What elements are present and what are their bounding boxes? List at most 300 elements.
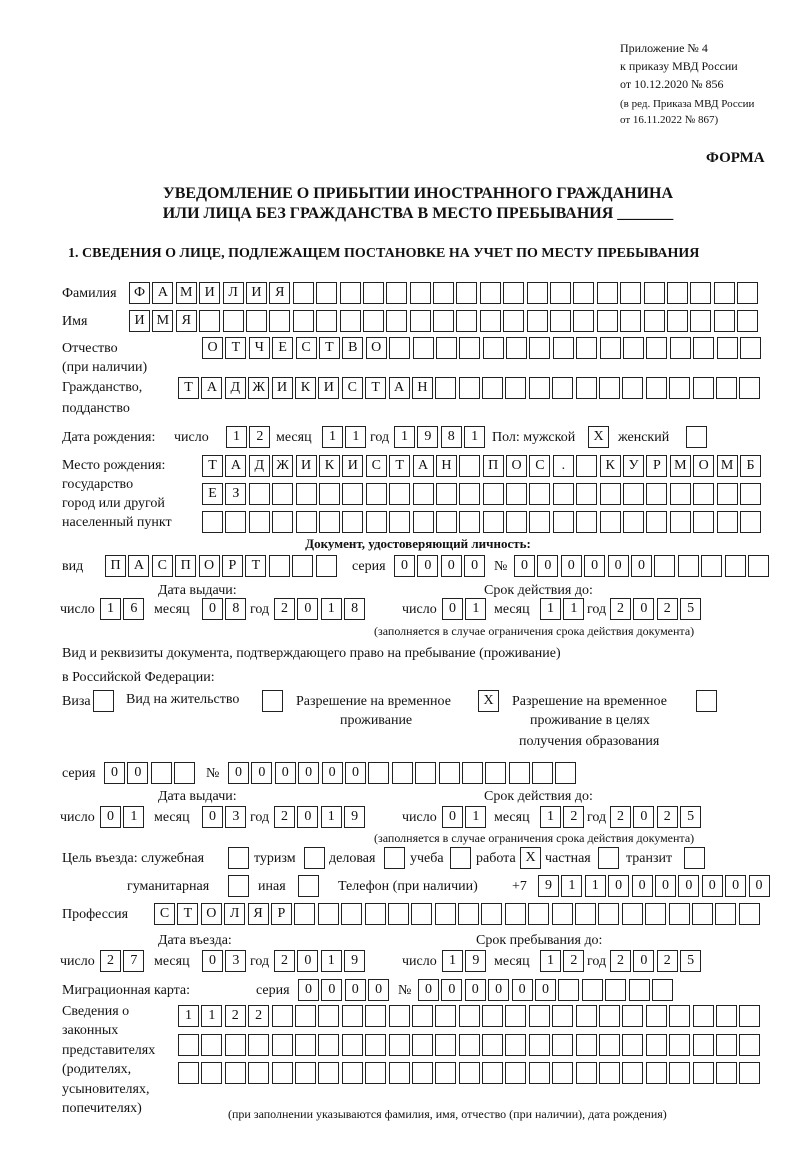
char-cell[interactable]: Я bbox=[248, 903, 269, 925]
char-cell[interactable] bbox=[716, 1034, 737, 1056]
char-cell[interactable]: У bbox=[623, 455, 644, 477]
char-cell[interactable] bbox=[550, 310, 571, 332]
char-cell[interactable]: 9 bbox=[538, 875, 559, 897]
char-cell[interactable] bbox=[296, 483, 317, 505]
entry-year-field[interactable] bbox=[274, 950, 368, 972]
char-cell[interactable] bbox=[598, 903, 619, 925]
char-cell[interactable]: 0 bbox=[725, 875, 746, 897]
char-cell[interactable] bbox=[485, 762, 506, 784]
char-cell[interactable] bbox=[597, 310, 618, 332]
char-cell[interactable]: 0 bbox=[275, 762, 296, 784]
char-cell[interactable] bbox=[249, 483, 270, 505]
char-cell[interactable]: О bbox=[201, 903, 222, 925]
char-cell[interactable]: Н bbox=[412, 377, 433, 399]
checkbox-cell[interactable] bbox=[598, 847, 619, 869]
char-cell[interactable] bbox=[629, 979, 650, 1001]
char-cell[interactable] bbox=[340, 282, 361, 304]
char-cell[interactable]: Т bbox=[389, 455, 410, 477]
char-cell[interactable]: 1 bbox=[540, 950, 561, 972]
char-cell[interactable] bbox=[605, 979, 626, 1001]
char-cell[interactable] bbox=[269, 310, 290, 332]
char-cell[interactable] bbox=[318, 903, 339, 925]
checkbox-cell[interactable]: X bbox=[588, 426, 609, 448]
char-cell[interactable] bbox=[529, 1034, 550, 1056]
citizenship-field[interactable] bbox=[178, 377, 763, 399]
char-cell[interactable] bbox=[715, 903, 736, 925]
char-cell[interactable]: 8 bbox=[344, 598, 365, 620]
char-cell[interactable] bbox=[667, 310, 688, 332]
char-cell[interactable] bbox=[693, 377, 714, 399]
temp-residence-checkbox[interactable] bbox=[478, 690, 501, 712]
char-cell[interactable] bbox=[248, 1034, 269, 1056]
char-cell[interactable] bbox=[368, 762, 389, 784]
char-cell[interactable]: 2 bbox=[657, 806, 678, 828]
char-cell[interactable] bbox=[505, 903, 526, 925]
char-cell[interactable]: С bbox=[366, 455, 387, 477]
char-cell[interactable]: 1 bbox=[322, 426, 343, 448]
migration-series-field[interactable] bbox=[298, 979, 392, 1001]
char-cell[interactable] bbox=[413, 337, 434, 359]
char-cell[interactable]: 5 bbox=[680, 598, 701, 620]
char-cell[interactable]: Р bbox=[222, 555, 243, 577]
char-cell[interactable] bbox=[716, 1062, 737, 1084]
char-cell[interactable]: 2 bbox=[225, 1005, 246, 1027]
char-cell[interactable] bbox=[435, 1034, 456, 1056]
char-cell[interactable]: 0 bbox=[561, 555, 582, 577]
char-cell[interactable]: 1 bbox=[563, 598, 584, 620]
char-cell[interactable] bbox=[272, 1034, 293, 1056]
char-cell[interactable]: 0 bbox=[104, 762, 125, 784]
char-cell[interactable] bbox=[714, 310, 735, 332]
char-cell[interactable] bbox=[462, 762, 483, 784]
char-cell[interactable]: 1 bbox=[585, 875, 606, 897]
char-cell[interactable] bbox=[645, 903, 666, 925]
char-cell[interactable] bbox=[654, 555, 675, 577]
char-cell[interactable]: 0 bbox=[321, 979, 342, 1001]
char-cell[interactable] bbox=[342, 1034, 363, 1056]
char-cell[interactable] bbox=[740, 483, 761, 505]
char-cell[interactable]: А bbox=[201, 377, 222, 399]
char-cell[interactable] bbox=[576, 1062, 597, 1084]
char-cell[interactable]: 0 bbox=[322, 762, 343, 784]
char-cell[interactable] bbox=[558, 979, 579, 1001]
purpose-transit-checkbox[interactable] bbox=[684, 847, 707, 869]
char-cell[interactable] bbox=[737, 282, 758, 304]
char-cell[interactable]: Т bbox=[245, 555, 266, 577]
char-cell[interactable]: 0 bbox=[512, 979, 533, 1001]
purpose-tourism-checkbox[interactable] bbox=[304, 847, 327, 869]
name-field[interactable] bbox=[129, 310, 761, 332]
char-cell[interactable] bbox=[646, 337, 667, 359]
char-cell[interactable]: 0 bbox=[608, 555, 629, 577]
checkbox-cell[interactable] bbox=[93, 690, 114, 712]
char-cell[interactable] bbox=[550, 282, 571, 304]
char-cell[interactable]: 2 bbox=[248, 1005, 269, 1027]
entry-day-field[interactable] bbox=[100, 950, 147, 972]
char-cell[interactable] bbox=[573, 310, 594, 332]
birth-month-field[interactable] bbox=[322, 426, 369, 448]
checkbox-cell[interactable] bbox=[262, 690, 283, 712]
doc-number-field[interactable] bbox=[514, 555, 771, 577]
char-cell[interactable] bbox=[503, 310, 524, 332]
char-cell[interactable] bbox=[739, 1005, 760, 1027]
char-cell[interactable]: А bbox=[128, 555, 149, 577]
char-cell[interactable]: З bbox=[225, 483, 246, 505]
char-cell[interactable] bbox=[482, 1034, 503, 1056]
char-cell[interactable]: С bbox=[296, 337, 317, 359]
char-cell[interactable]: 2 bbox=[610, 598, 631, 620]
char-cell[interactable]: Н bbox=[436, 455, 457, 477]
valid-year-field[interactable] bbox=[610, 598, 704, 620]
char-cell[interactable] bbox=[412, 1062, 433, 1084]
char-cell[interactable] bbox=[739, 1062, 760, 1084]
char-cell[interactable] bbox=[483, 483, 504, 505]
char-cell[interactable]: 1 bbox=[201, 1005, 222, 1027]
stay-number-field[interactable] bbox=[228, 762, 579, 784]
char-cell[interactable] bbox=[388, 903, 409, 925]
char-cell[interactable] bbox=[292, 555, 313, 577]
valid-day-field[interactable] bbox=[442, 598, 489, 620]
char-cell[interactable]: 1 bbox=[226, 426, 247, 448]
valid-month-field[interactable] bbox=[540, 806, 587, 828]
checkbox-cell[interactable] bbox=[228, 847, 249, 869]
birth-day-field[interactable] bbox=[226, 426, 273, 448]
char-cell[interactable] bbox=[669, 1005, 690, 1027]
char-cell[interactable] bbox=[576, 337, 597, 359]
char-cell[interactable] bbox=[623, 511, 644, 533]
char-cell[interactable] bbox=[389, 337, 410, 359]
char-cell[interactable] bbox=[296, 511, 317, 533]
char-cell[interactable] bbox=[413, 483, 434, 505]
char-cell[interactable]: С bbox=[154, 903, 175, 925]
representatives-field[interactable] bbox=[178, 1005, 763, 1027]
patronymic-field[interactable] bbox=[202, 337, 763, 359]
char-cell[interactable] bbox=[600, 483, 621, 505]
char-cell[interactable] bbox=[436, 511, 457, 533]
char-cell[interactable]: М bbox=[717, 455, 738, 477]
stay-day-field[interactable] bbox=[442, 950, 489, 972]
char-cell[interactable]: 0 bbox=[631, 555, 652, 577]
char-cell[interactable] bbox=[459, 455, 480, 477]
char-cell[interactable] bbox=[529, 483, 550, 505]
char-cell[interactable] bbox=[389, 1062, 410, 1084]
char-cell[interactable] bbox=[622, 903, 643, 925]
phone-field[interactable] bbox=[538, 875, 772, 897]
char-cell[interactable]: Д bbox=[249, 455, 270, 477]
char-cell[interactable] bbox=[576, 1034, 597, 1056]
char-cell[interactable] bbox=[505, 377, 526, 399]
char-cell[interactable]: 3 bbox=[225, 806, 246, 828]
checkbox-cell[interactable]: X bbox=[520, 847, 541, 869]
char-cell[interactable] bbox=[505, 1062, 526, 1084]
char-cell[interactable]: 5 bbox=[680, 950, 701, 972]
char-cell[interactable] bbox=[692, 903, 713, 925]
char-cell[interactable]: 0 bbox=[749, 875, 770, 897]
char-cell[interactable]: Б bbox=[740, 455, 761, 477]
char-cell[interactable] bbox=[459, 483, 480, 505]
purpose-work-checkbox[interactable] bbox=[520, 847, 543, 869]
char-cell[interactable]: А bbox=[413, 455, 434, 477]
char-cell[interactable]: 0 bbox=[345, 762, 366, 784]
char-cell[interactable] bbox=[436, 337, 457, 359]
checkbox-cell[interactable] bbox=[450, 847, 471, 869]
char-cell[interactable]: 1 bbox=[465, 598, 486, 620]
char-cell[interactable]: Д bbox=[225, 377, 246, 399]
char-cell[interactable]: 0 bbox=[632, 875, 653, 897]
char-cell[interactable]: Т bbox=[202, 455, 223, 477]
char-cell[interactable] bbox=[529, 337, 550, 359]
char-cell[interactable] bbox=[483, 511, 504, 533]
char-cell[interactable] bbox=[552, 377, 573, 399]
issue-year-field[interactable] bbox=[274, 806, 368, 828]
char-cell[interactable] bbox=[576, 377, 597, 399]
char-cell[interactable] bbox=[389, 511, 410, 533]
birthplace-field[interactable] bbox=[202, 483, 763, 505]
issue-day-field[interactable] bbox=[100, 806, 147, 828]
char-cell[interactable]: 0 bbox=[608, 875, 629, 897]
issue-month-field[interactable] bbox=[202, 806, 249, 828]
char-cell[interactable]: И bbox=[272, 377, 293, 399]
char-cell[interactable]: 1 bbox=[178, 1005, 199, 1027]
char-cell[interactable] bbox=[459, 377, 480, 399]
char-cell[interactable] bbox=[342, 511, 363, 533]
char-cell[interactable]: О bbox=[366, 337, 387, 359]
char-cell[interactable] bbox=[503, 282, 524, 304]
char-cell[interactable]: П bbox=[483, 455, 504, 477]
char-cell[interactable]: И bbox=[318, 377, 339, 399]
char-cell[interactable] bbox=[435, 903, 456, 925]
char-cell[interactable] bbox=[716, 377, 737, 399]
char-cell[interactable] bbox=[669, 1062, 690, 1084]
char-cell[interactable] bbox=[365, 1034, 386, 1056]
char-cell[interactable] bbox=[318, 1034, 339, 1056]
char-cell[interactable] bbox=[480, 282, 501, 304]
char-cell[interactable]: 0 bbox=[297, 598, 318, 620]
char-cell[interactable]: Т bbox=[319, 337, 340, 359]
char-cell[interactable]: 1 bbox=[540, 806, 561, 828]
char-cell[interactable]: 9 bbox=[465, 950, 486, 972]
male-checkbox[interactable] bbox=[588, 426, 611, 448]
char-cell[interactable]: Т bbox=[365, 377, 386, 399]
char-cell[interactable] bbox=[178, 1062, 199, 1084]
char-cell[interactable]: 1 bbox=[394, 426, 415, 448]
char-cell[interactable] bbox=[529, 377, 550, 399]
char-cell[interactable] bbox=[622, 1062, 643, 1084]
char-cell[interactable] bbox=[439, 762, 460, 784]
char-cell[interactable]: А bbox=[389, 377, 410, 399]
char-cell[interactable]: 0 bbox=[202, 806, 223, 828]
stay-month-field[interactable] bbox=[540, 950, 587, 972]
char-cell[interactable]: Ч bbox=[249, 337, 270, 359]
char-cell[interactable]: О bbox=[693, 455, 714, 477]
char-cell[interactable] bbox=[459, 1005, 480, 1027]
char-cell[interactable] bbox=[319, 511, 340, 533]
char-cell[interactable]: 2 bbox=[563, 950, 584, 972]
char-cell[interactable]: 0 bbox=[368, 979, 389, 1001]
char-cell[interactable] bbox=[646, 1062, 667, 1084]
char-cell[interactable] bbox=[693, 1034, 714, 1056]
char-cell[interactable] bbox=[646, 511, 667, 533]
char-cell[interactable] bbox=[174, 762, 195, 784]
char-cell[interactable] bbox=[646, 483, 667, 505]
entry-month-field[interactable] bbox=[202, 950, 249, 972]
char-cell[interactable] bbox=[669, 377, 690, 399]
char-cell[interactable]: Я bbox=[269, 282, 290, 304]
char-cell[interactable]: 0 bbox=[202, 598, 223, 620]
char-cell[interactable] bbox=[527, 310, 548, 332]
char-cell[interactable] bbox=[620, 282, 641, 304]
char-cell[interactable] bbox=[553, 337, 574, 359]
char-cell[interactable]: 1 bbox=[345, 426, 366, 448]
char-cell[interactable] bbox=[316, 310, 337, 332]
char-cell[interactable]: 2 bbox=[657, 950, 678, 972]
purpose-study-checkbox[interactable] bbox=[450, 847, 473, 869]
char-cell[interactable] bbox=[341, 903, 362, 925]
char-cell[interactable] bbox=[433, 282, 454, 304]
char-cell[interactable] bbox=[693, 483, 714, 505]
char-cell[interactable] bbox=[293, 282, 314, 304]
char-cell[interactable]: Р bbox=[646, 455, 667, 477]
char-cell[interactable] bbox=[410, 282, 431, 304]
doc-series-field[interactable] bbox=[394, 555, 488, 577]
char-cell[interactable] bbox=[389, 1005, 410, 1027]
char-cell[interactable]: 0 bbox=[678, 875, 699, 897]
char-cell[interactable] bbox=[576, 511, 597, 533]
purpose-other-checkbox[interactable] bbox=[298, 875, 321, 897]
birthplace-field[interactable] bbox=[202, 455, 763, 477]
char-cell[interactable]: Я bbox=[176, 310, 197, 332]
char-cell[interactable] bbox=[693, 337, 714, 359]
char-cell[interactable]: И bbox=[129, 310, 150, 332]
char-cell[interactable]: 0 bbox=[228, 762, 249, 784]
char-cell[interactable]: 0 bbox=[345, 979, 366, 1001]
char-cell[interactable]: 1 bbox=[321, 598, 342, 620]
char-cell[interactable]: И bbox=[296, 455, 317, 477]
char-cell[interactable] bbox=[246, 310, 267, 332]
char-cell[interactable]: И bbox=[342, 455, 363, 477]
char-cell[interactable]: 1 bbox=[321, 806, 342, 828]
char-cell[interactable] bbox=[456, 282, 477, 304]
char-cell[interactable]: 8 bbox=[441, 426, 462, 448]
char-cell[interactable] bbox=[506, 337, 527, 359]
char-cell[interactable]: 8 bbox=[225, 598, 246, 620]
char-cell[interactable] bbox=[293, 310, 314, 332]
char-cell[interactable]: 2 bbox=[610, 950, 631, 972]
char-cell[interactable]: 0 bbox=[394, 555, 415, 577]
stay-year-field[interactable] bbox=[610, 950, 704, 972]
char-cell[interactable]: 1 bbox=[321, 950, 342, 972]
char-cell[interactable] bbox=[529, 1062, 550, 1084]
stay-series-field[interactable] bbox=[104, 762, 198, 784]
char-cell[interactable] bbox=[599, 1005, 620, 1027]
char-cell[interactable]: И bbox=[246, 282, 267, 304]
char-cell[interactable] bbox=[552, 1005, 573, 1027]
char-cell[interactable] bbox=[295, 1005, 316, 1027]
char-cell[interactable] bbox=[623, 483, 644, 505]
char-cell[interactable] bbox=[552, 1062, 573, 1084]
char-cell[interactable] bbox=[509, 762, 530, 784]
char-cell[interactable] bbox=[342, 483, 363, 505]
char-cell[interactable] bbox=[555, 762, 576, 784]
char-cell[interactable]: С bbox=[152, 555, 173, 577]
char-cell[interactable] bbox=[644, 310, 665, 332]
surname-field[interactable] bbox=[129, 282, 761, 304]
char-cell[interactable] bbox=[505, 1005, 526, 1027]
checkbox-cell[interactable] bbox=[304, 847, 325, 869]
purpose-private-checkbox[interactable] bbox=[598, 847, 621, 869]
issue-day-field[interactable] bbox=[100, 598, 147, 620]
char-cell[interactable]: 1 bbox=[100, 598, 121, 620]
char-cell[interactable] bbox=[576, 1005, 597, 1027]
valid-day-field[interactable] bbox=[442, 806, 489, 828]
char-cell[interactable]: 0 bbox=[633, 950, 654, 972]
char-cell[interactable] bbox=[552, 903, 573, 925]
checkbox-cell[interactable] bbox=[228, 875, 249, 897]
char-cell[interactable] bbox=[318, 1005, 339, 1027]
char-cell[interactable] bbox=[599, 377, 620, 399]
char-cell[interactable]: 0 bbox=[655, 875, 676, 897]
char-cell[interactable]: 0 bbox=[418, 979, 439, 1001]
char-cell[interactable] bbox=[739, 377, 760, 399]
char-cell[interactable] bbox=[644, 282, 665, 304]
char-cell[interactable] bbox=[599, 1062, 620, 1084]
char-cell[interactable] bbox=[482, 1005, 503, 1027]
representatives-field[interactable] bbox=[178, 1034, 763, 1056]
char-cell[interactable] bbox=[646, 377, 667, 399]
char-cell[interactable] bbox=[386, 282, 407, 304]
char-cell[interactable] bbox=[225, 1062, 246, 1084]
char-cell[interactable] bbox=[740, 337, 761, 359]
char-cell[interactable] bbox=[693, 1062, 714, 1084]
birth-year-field[interactable] bbox=[394, 426, 488, 448]
char-cell[interactable] bbox=[365, 1062, 386, 1084]
char-cell[interactable] bbox=[482, 1062, 503, 1084]
char-cell[interactable] bbox=[366, 511, 387, 533]
char-cell[interactable]: 2 bbox=[249, 426, 270, 448]
checkbox-cell[interactable] bbox=[686, 426, 707, 448]
char-cell[interactable] bbox=[413, 511, 434, 533]
char-cell[interactable] bbox=[690, 282, 711, 304]
char-cell[interactable]: Ж bbox=[272, 455, 293, 477]
purpose-humanitarian-checkbox[interactable] bbox=[228, 875, 251, 897]
char-cell[interactable] bbox=[528, 903, 549, 925]
char-cell[interactable]: О bbox=[506, 455, 527, 477]
char-cell[interactable] bbox=[622, 377, 643, 399]
char-cell[interactable]: 1 bbox=[465, 806, 486, 828]
char-cell[interactable] bbox=[481, 903, 502, 925]
char-cell[interactable] bbox=[365, 1005, 386, 1027]
char-cell[interactable] bbox=[386, 310, 407, 332]
char-cell[interactable] bbox=[737, 310, 758, 332]
char-cell[interactable]: 9 bbox=[344, 806, 365, 828]
char-cell[interactable] bbox=[552, 1034, 573, 1056]
representatives-field[interactable] bbox=[178, 1062, 763, 1084]
char-cell[interactable]: О bbox=[202, 337, 223, 359]
char-cell[interactable]: П bbox=[105, 555, 126, 577]
visa-checkbox[interactable] bbox=[93, 690, 116, 712]
char-cell[interactable] bbox=[693, 1005, 714, 1027]
char-cell[interactable] bbox=[483, 337, 504, 359]
char-cell[interactable] bbox=[342, 1062, 363, 1084]
char-cell[interactable] bbox=[389, 483, 410, 505]
char-cell[interactable] bbox=[669, 1034, 690, 1056]
char-cell[interactable] bbox=[295, 1034, 316, 1056]
char-cell[interactable]: 1 bbox=[540, 598, 561, 620]
char-cell[interactable] bbox=[435, 1005, 456, 1027]
char-cell[interactable] bbox=[623, 337, 644, 359]
char-cell[interactable]: 0 bbox=[514, 555, 535, 577]
char-cell[interactable] bbox=[670, 337, 691, 359]
